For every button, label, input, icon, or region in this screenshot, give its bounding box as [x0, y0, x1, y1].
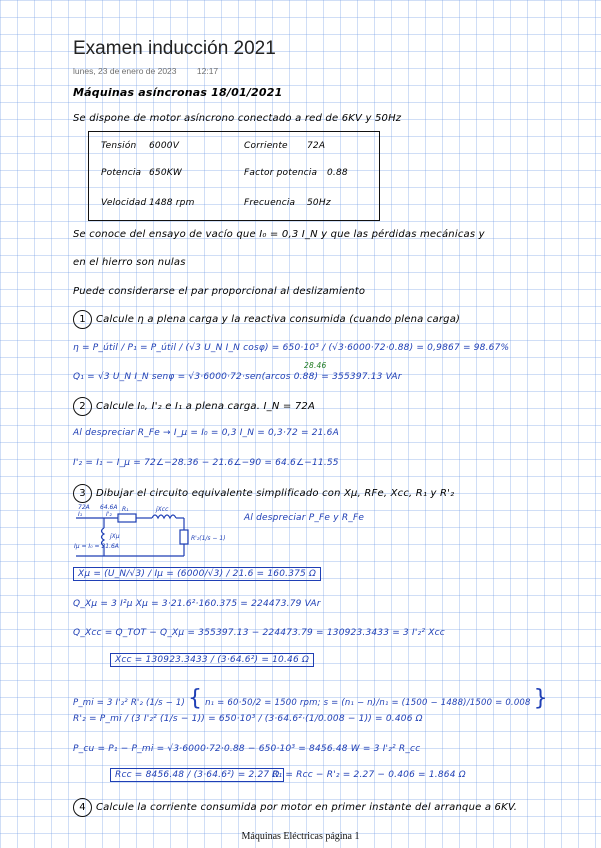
- circuit-branch-label: 64.6A: [100, 504, 118, 511]
- page-date: lunes, 23 de enero de 2023: [73, 66, 177, 76]
- pcu-equation: P_cu = P₁ − P_mi = √3·6000·72·0.88 − 650·10³ = 8456.48 W = 3 I'₂² R_cc: [73, 744, 421, 754]
- known-line-2: en el hierro son nulas: [73, 257, 186, 268]
- question-2: [73, 397, 315, 416]
- angle-annotation: 28.46: [304, 361, 327, 370]
- sync-speed: n₁ = 60·50/2 = 1500 rpm: [205, 698, 318, 708]
- xcc-equation: [110, 655, 314, 665]
- proportional-note: Puede considerarse el par proporcional al deslizamiento: [73, 286, 366, 297]
- close-brace: }: [533, 686, 548, 711]
- equivalent-circuit: [70, 500, 240, 562]
- question-number: 4: [73, 798, 92, 817]
- table-value: 0.88: [327, 168, 348, 178]
- circuit-xcc-label: jXcc: [156, 506, 169, 513]
- table-value: 6000V: [149, 141, 180, 151]
- question-text: Calcule η a plena carga y la reactiva consumida (cuando plena carga): [96, 314, 461, 325]
- slip-equation: s = (n₁ − n)/n₁ = (1500 − 1488)/1500 = 0.008: [323, 698, 531, 708]
- circuit-i2-label: I'₂: [106, 511, 112, 518]
- circuit-imu-label: Iμ = I₀ = 21.6A: [74, 543, 119, 550]
- question-number: 3: [73, 484, 92, 503]
- question-1: [73, 310, 460, 329]
- page-meta: [73, 66, 236, 76]
- table-value: 50Hz: [307, 198, 331, 208]
- question-number: 2: [73, 397, 92, 416]
- table-label: Tensión: [101, 141, 137, 151]
- rcc-equation: [110, 770, 284, 780]
- table-label: Frecuencia: [244, 198, 296, 208]
- circuit-i1-label: I₁: [78, 511, 83, 518]
- known-line-1: Se conoce del ensayo de vacío que I₀ = 0,3 I_N y que las pérdidas mecánicas y: [73, 229, 485, 240]
- circuit-load-label: R'₂(1/s − 1): [191, 535, 226, 542]
- current-equation-2: I'₂ = I₁ − I_μ = 72∠−28.36 − 21.6∠−90 = 64.6∠−11.55: [73, 458, 339, 468]
- q-xmu-equation: Q_Xμ = 3 I²μ Xμ = 3·21.6²·160.375 = 224473.79 VAr: [73, 599, 321, 609]
- open-brace: {: [187, 686, 203, 711]
- table-value: 72A: [307, 141, 326, 151]
- table-label: Velocidad: [101, 198, 147, 208]
- neglect-note: Al despreciar P_Fe y R_Fe: [244, 513, 365, 523]
- pmi-equation: P_mi = 3 I'₂² R'₂ (1/s − 1) { n₁ = 60·50/2 = 1500 rpm; s = (n₁ − n)/n₁ = (1500 − 1488)/1500 = 0.008 }: [73, 686, 548, 711]
- circuit-current-label: 72A: [78, 504, 90, 511]
- page-time: 12:17: [196, 66, 219, 76]
- q-xcc-equation: Q_Xcc = Q_TOT − Q_Xμ = 355397.13 − 224473.79 = 130923.3433 = 3 I'₂² Xcc: [73, 628, 445, 638]
- table-label: Corriente: [244, 141, 288, 151]
- xmu-result: Xμ = (U_N/√3) / Iμ = (6000/√3) / 21.6 = 160.375 Ω: [73, 567, 321, 581]
- rcc-result: Rcc = 8456.48 / (3·64.6²) = 2.27 Ω: [110, 768, 284, 782]
- question-number: 1: [73, 310, 92, 329]
- current-equation-1: Al despreciar R_Fe → I_μ = I₀ = 0,3 I_N = 0,3·72 = 21.6A: [73, 428, 339, 438]
- xmu-equation: [73, 569, 321, 579]
- efficiency-equation: η = P_útil / P₁ = P_útil / (√3 U_N I_N cosφ) = 650·10³ / (√3·6000·72·0.88) = 0,9867 = 98.67%: [73, 343, 510, 353]
- r2-equation: R'₂ = P_mi / (3 I'₂² (1/s − 1)) = 650·10³ / (3·64.6²·(1/0.008 − 1)) = 0.406 Ω: [73, 714, 423, 724]
- table-value: 650KW: [149, 168, 182, 178]
- r1-equation: R₁ = Rcc − R'₂ = 2.27 − 0.406 = 1.864 Ω: [272, 770, 466, 780]
- question-text: Calcule I₀, I'₂ e I₁ a plena carga. I_N = 72A: [96, 401, 316, 412]
- reactive-power-equation: Q₁ = √3 U_N I_N senφ = √3·6000·72·sen(arcos 0.88) = 355397.13 VAr: [73, 372, 402, 382]
- question-text: Dibujar el circuito equivalente simplificado con Xμ, RFe, Xcc, R₁ y R'₂: [96, 488, 455, 499]
- problem-intro: Se dispone de motor asíncrono conectado a red de 6KV y 50Hz: [73, 113, 402, 124]
- question-4: [73, 798, 517, 817]
- table-value: 1488 rpm: [149, 198, 195, 208]
- table-label: Potencia: [101, 168, 142, 178]
- page-title: Examen inducción 2021: [73, 38, 276, 59]
- pmi-formula: P_mi = 3 I'₂² R'₂ (1/s − 1): [73, 698, 186, 708]
- motor-data-table: [88, 131, 380, 221]
- page-footer: Máquinas Eléctricas página 1: [241, 831, 360, 842]
- notes-heading: Máquinas asíncronas 18/01/2021: [73, 86, 283, 99]
- circuit-xmu-label: jXμ: [110, 533, 120, 540]
- circuit-r1-label: R₁: [122, 506, 129, 513]
- table-label: Factor potencia: [244, 168, 318, 178]
- xcc-result: Xcc = 130923.3433 / (3·64.6²) = 10.46 Ω: [110, 653, 314, 667]
- question-text: Calcule la corriente consumida por motor en primer instante del arranque a 6KV.: [96, 802, 518, 813]
